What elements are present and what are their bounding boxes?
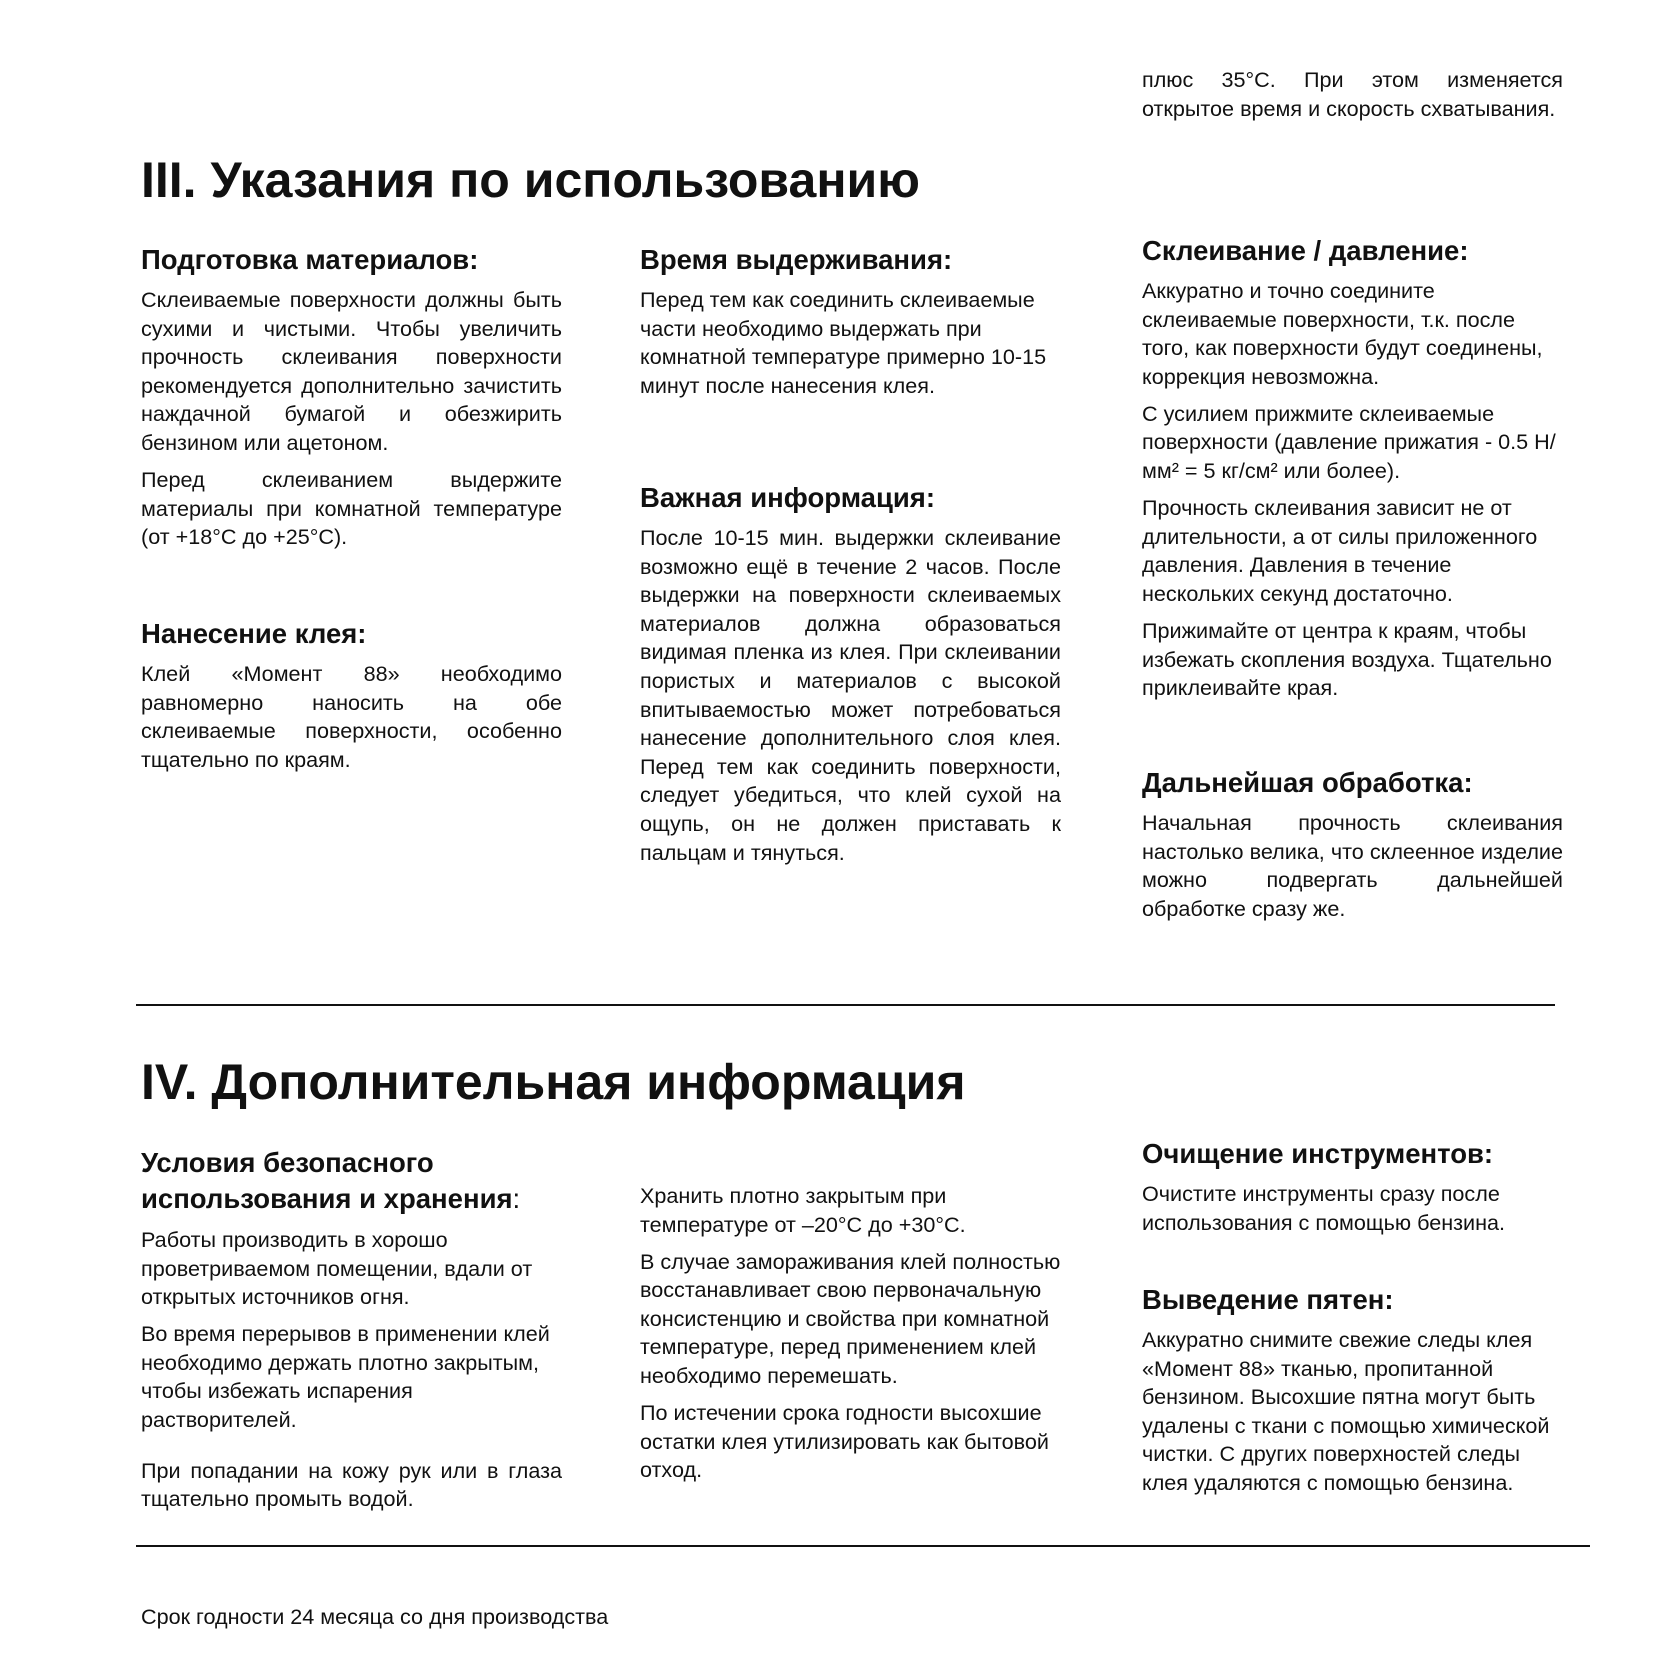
- stains-heading: Выведение пятен:: [1142, 1284, 1394, 1315]
- continuation-text: плюс 35°C. При этом изменяется открытое время и скорость схватывания.: [1142, 67, 1563, 121]
- press-text-4: Прижимайте от центра к краям, чтобы избежать скопления воздуха. Тщательно приклеивайте края.: [1142, 618, 1552, 701]
- press-block: [1142, 234, 1563, 711]
- safety-text-1: Работы производить в хорошо проветриваемом помещении, вдали от открытых источников огня.: [141, 1227, 533, 1310]
- further-block: [1142, 766, 1563, 932]
- safety-text-2: Во время перерывов в применении клей необходимо держать плотно закрытым, чтобы избежать испарения растворителей.: [141, 1321, 550, 1433]
- section-3-title: III. Указания по использованию: [141, 152, 920, 208]
- important-heading: Важная информация:: [640, 482, 935, 513]
- hold-heading: Время выдерживания:: [640, 244, 953, 275]
- storage-text-2: В случае замораживания клей полностью восстанавливает свою первоначальную консистенцию и свойства при комнатной температуре, перед применением клей необходимо перемешать.: [640, 1248, 1061, 1389]
- prep-text-2: Перед склеиванием выдержите материалы при комнатной температуре (от +18°C до +25°C).: [141, 467, 562, 550]
- storage-text-1: Хранить плотно закрытым при температуре от –20°C до +30°C.: [640, 1183, 966, 1237]
- hold-block: [640, 243, 1061, 409]
- press-text-3: Прочность склеивания зависит не от длительности, а от силы приложенного давления. Давления в течение нескольких секунд достаточно.: [1142, 495, 1538, 606]
- safety-text-3: При попадании на кожу рук или в глаза тщательно промыть водой.: [141, 1457, 562, 1512]
- storage-block: [640, 1182, 1061, 1493]
- safety-heading: [141, 1145, 561, 1217]
- safety-block: [141, 1145, 562, 1522]
- tools-heading: Очищение инструментов:: [1142, 1138, 1494, 1169]
- tools-text: Очистите инструменты сразу после использования с помощью бензина.: [1142, 1181, 1506, 1235]
- storage-text-3: По истечении срока годности высохшие остатки клея утилизировать как бытовой отход.: [640, 1400, 1049, 1483]
- prep-text-1: Склеиваемые поверхности должны быть сухими и чистыми. Чтобы увеличить прочность склеивания поверхности рекомендуется дополнительно зачистить наждачной бумагой и обезжирить бензином или ацетоном.: [141, 287, 562, 455]
- important-text: После 10-15 мин. выдержки склеивание возможно ещё в течение 2 часов. После выдержки на поверхности склеиваемых материалов должна образоваться видимая пленка из клея. При склеивании пористых и материалов с высокой впитываемостью может потребоваться нанесение дополнительного слоя клея. Перед тем как соединить поверхности, следует убедиться, что клей сухой на ощупь, он не должен приставать к пальцам и тянуться.: [640, 525, 1061, 865]
- stains-block: [1142, 1283, 1563, 1506]
- apply-heading: Нанесение клея:: [141, 618, 367, 649]
- hold-text: Перед тем как соединить склеиваемые части необходимо выдержать при комнатной температуре примерно 10-15 минут после нанесения клея.: [640, 287, 1047, 398]
- continuation-block: [1142, 66, 1563, 132]
- section-divider: [136, 1004, 1555, 1006]
- press-text-1: Аккуратно и точно соедините склеиваемые поверхности, т.к. после того, как поверхности будут соединены, коррекция невозможна.: [1142, 278, 1543, 389]
- further-text: Начальная прочность склеивания настолько велика, что склеенное изделие можно подвергать дальнейшей обработке сразу же.: [1142, 810, 1563, 921]
- press-text-2: С усилием прижмите склеиваемые поверхности (давление прижатия - 0.5 Н/мм² = 5 кг/см² или более).: [1142, 400, 1556, 484]
- safety-heading-colon: :: [512, 1183, 521, 1214]
- apply-block: [141, 617, 562, 783]
- section-4-title: IV. Дополнительная информация: [141, 1054, 966, 1110]
- important-block: [640, 481, 1061, 876]
- further-heading: Дальнейшая обработка:: [1142, 767, 1473, 798]
- tools-block: [1142, 1137, 1563, 1246]
- prep-block: [141, 243, 562, 560]
- safety-heading-text: Условия безопасного использования и хранения: [141, 1147, 513, 1214]
- footer-shelf-life: Срок годности 24 месяца со дня производства: [141, 1604, 609, 1629]
- prep-heading: Подготовка материалов:: [141, 244, 479, 275]
- stains-text: Аккуратно снимите свежие следы клея «Момент 88» тканью, пропитанной бензином. Высохшие пятна могут быть удалены с ткани с помощью химической чистки. С других поверхностей следы клея удаляются с помощью бензина.: [1142, 1327, 1550, 1495]
- apply-text: Клей «Момент 88» необходимо равномерно наносить на обе склеиваемые поверхности, особенно тщательно по краям.: [141, 661, 562, 772]
- footer-divider: [136, 1545, 1590, 1547]
- press-heading: Склеивание / давление:: [1142, 235, 1469, 266]
